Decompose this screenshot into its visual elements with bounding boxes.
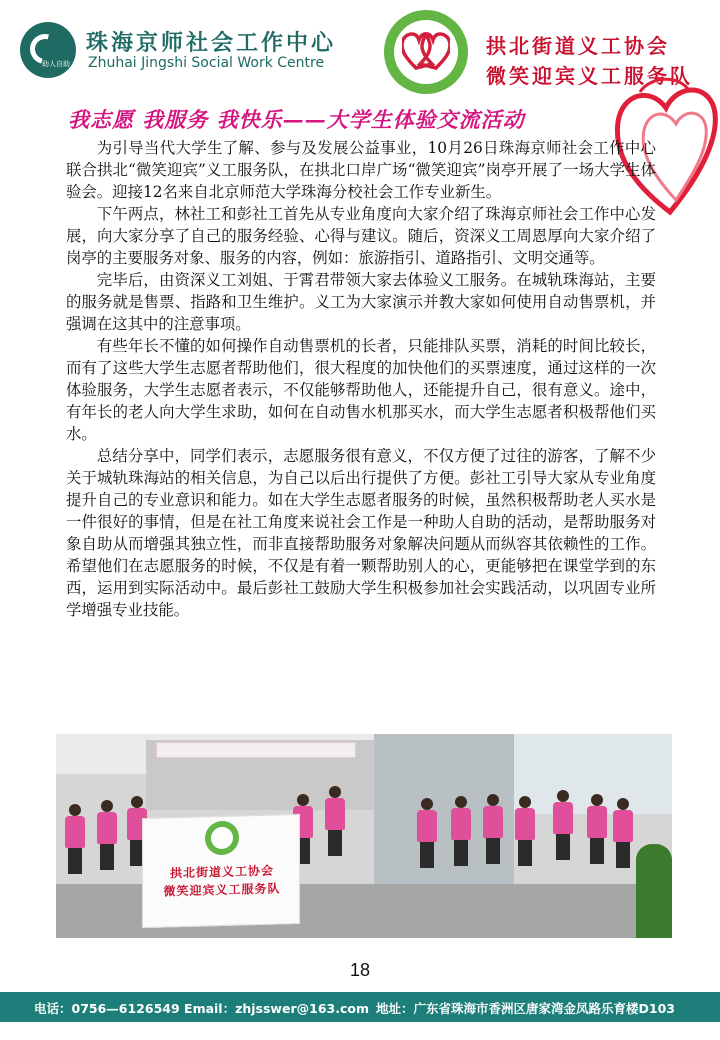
logo-mini-text: 助人自助 bbox=[42, 60, 70, 68]
volunteer-figure bbox=[416, 798, 438, 868]
double-heart-icon bbox=[402, 32, 450, 72]
banner-logo bbox=[205, 821, 239, 856]
org-name-en: Zhuhai Jingshi Social Work Centre bbox=[88, 55, 325, 71]
volunteer-association-logo bbox=[384, 10, 468, 94]
contact-info: 电话：0756—6126549 Email：zhjsswer@163.com bbox=[34, 1001, 369, 1016]
volunteer-figure bbox=[482, 794, 504, 864]
group-photo bbox=[56, 734, 672, 938]
volunteer-figure bbox=[586, 794, 608, 864]
volunteer-figure bbox=[96, 800, 118, 870]
address-info: 地址：广东省珠海市香洲区唐家湾金凤路乐育楼D103 bbox=[376, 1001, 675, 1016]
banner-line-1: 拱北街道义工协会 bbox=[169, 863, 274, 881]
team-banner bbox=[142, 814, 300, 928]
volunteer-figure bbox=[64, 804, 86, 874]
paragraph: 有些年长不懂的如何操作自动售票机的长者，只能排队买票，消耗的时间比较长，而有了这些大学生志愿者帮助他们，很大程度的加快他们的买票速度，通过这样的一次体验服务，大学生志愿者表示，不仅能够帮助他人，还能提升自己，很有意义。途中，有年长的老人向大学生求助，如何在自动售水机那买水，而大学生志愿者积极帮他们买水。 bbox=[66, 337, 656, 443]
org-name-cn: 珠海京师社会工作中心 bbox=[86, 30, 337, 56]
page-footer bbox=[0, 992, 720, 1022]
article-body bbox=[66, 137, 656, 621]
paragraph: 总结分享中，同学们表示，志愿服务很有意义，不仅方便了过往的游客，了解不少关于城轨珠海站的相关信息，为自己以后出行提供了方便。彭社工引导大家从专业角度提升自己的专业意识和能力。如在大学生志愿者服务的时候，虽然积极帮助老人买水是一件很好的事情，但是在社工角度来说社会工作是一种助人自助的活动，是帮助服务对象自助从而增强其独立性，而非直接帮助服务对象解决问题从而纵容其依赖性的工作。希望他们在志愿服务的时候，不仅是有着一颗帮助别人的心，更能够把在课堂学到的东西，运用到实际活动中。最后彭社工鼓励大学生积极参加社会实践活动，以巩固专业所学增强专业技能。 bbox=[66, 447, 656, 619]
service-team-name: 微笑迎宾义工服务队 bbox=[486, 64, 693, 88]
volunteer-figure bbox=[514, 796, 536, 866]
volunteer-figure bbox=[324, 786, 346, 856]
shop-sign bbox=[156, 742, 356, 758]
volunteer-figure bbox=[450, 796, 472, 866]
paragraph: 为引导当代大学生了解、参与及发展公益事业，10月26日珠海京师社会工作中心联合拱北“微笑迎宾”义工服务队，在拱北口岸广场“微笑迎宾”岗亭开展了一场大学生体验会。迎接12名来自北京师范大学珠海分校社会工作专业新生。 bbox=[66, 139, 656, 201]
volunteer-figure bbox=[552, 790, 574, 860]
paragraph: 完毕后，由资深义工刘姐、于霄君带领大家去体验义工服务。在城轨珠海站，主要的服务就是售票、指路和卫生维护。义工为大家演示并教大家如何使用自动售票机，并强调在这其中的注意事项。 bbox=[66, 271, 656, 333]
paragraph: 下午两点，林社工和彭社工首先从专业角度向大家介绍了珠海京师社会工作中心发展，向大家分享了自己的服务经验、心得与建议。随后，资深义工周恩厚向大家介绍了岗亭的主要服务对象、服务的内容，例如：旅游指引、道路指引、文明交通等。 bbox=[66, 205, 656, 267]
jingshi-logo bbox=[20, 22, 76, 78]
page-number: 18 bbox=[349, 960, 371, 980]
tree-shrub bbox=[636, 844, 672, 938]
logo-bottom-text: XZYF bbox=[415, 76, 437, 84]
volunteer-figure bbox=[612, 798, 634, 868]
article-title: 我志愿 我服务 我快乐——大学生体验交流活动 bbox=[68, 107, 525, 132]
banner-line-2: 微笑迎宾义工服务队 bbox=[163, 881, 281, 899]
association-name: 拱北街道义工协会 bbox=[486, 34, 670, 58]
